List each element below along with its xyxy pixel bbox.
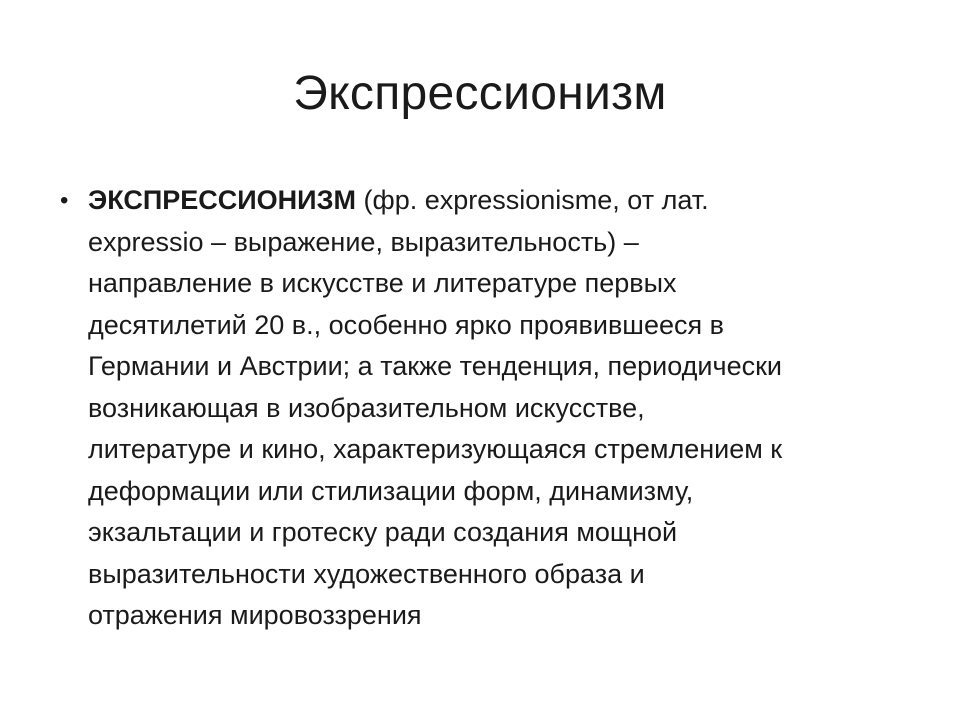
bullet-text-line: деформации или стилизации форм, динамизму, [88, 475, 694, 506]
bullet-line-1 [88, 180, 912, 222]
bullet-text-line: (фр. expressionisme, от лат. [355, 185, 709, 215]
slide-title: Экспрессионизм [293, 67, 667, 120]
bullet-list [52, 180, 912, 637]
bullet-text-line: отражения мировоззрения [88, 600, 422, 630]
bullet-text-line: десятилетий 20 в., особенно ярко проявившееся в [88, 309, 724, 340]
defined-term: ЭКСПРЕССИОНИЗМ [88, 185, 356, 215]
bullet-text-line: направление в искусстве и литературе первых [88, 268, 677, 298]
bullet-text-line: возникающая в изобразительном искусстве, [88, 392, 645, 423]
bullet-text-line: экзальтации и гротеску ради создания мощной [88, 517, 678, 547]
list-item [52, 180, 912, 637]
bullet-icon: • [60, 187, 69, 214]
bullet-text-line: expressio – выражение, выразительность) – [88, 226, 639, 257]
bullet-text-line: Германии и Австрии; а также тенденция, периодически [88, 351, 782, 381]
bullet-text-line: литературе и кино, характеризующаяся стремлением к [88, 434, 783, 464]
bullet-text-line: выразительности художественного образа и [88, 558, 645, 589]
